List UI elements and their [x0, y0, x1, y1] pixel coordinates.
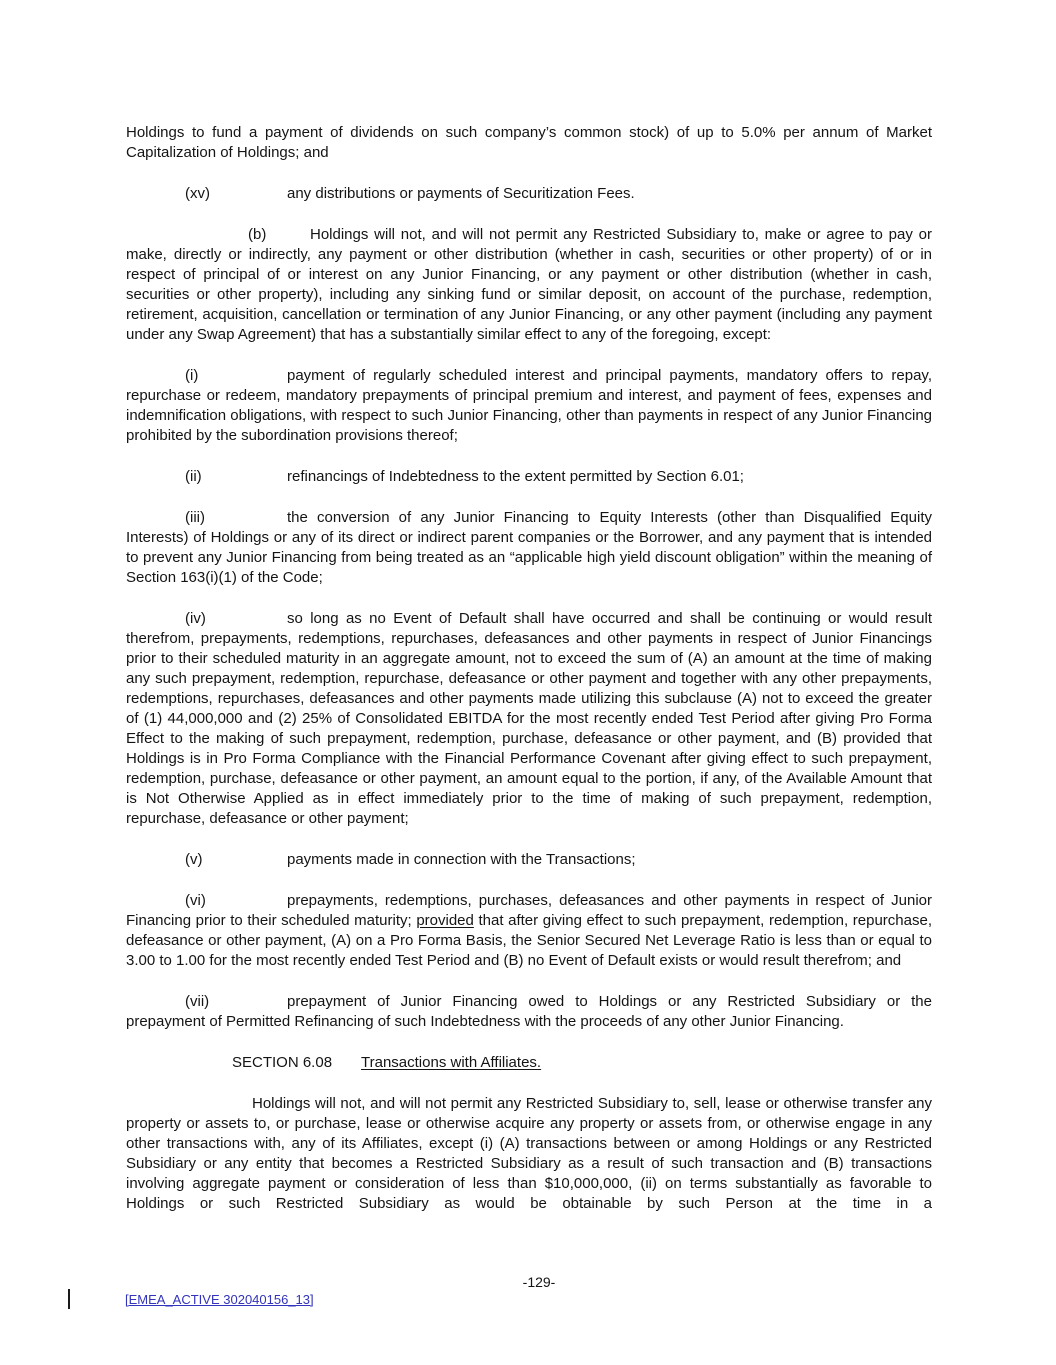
paragraph-text: prepayment of Junior Financing owed to Holdings or any Restricted Subsidiary or the prepayment of Permitted Refinancing of such Indebtedness with the proceeds of any other Junior Financing. [126, 993, 932, 1030]
list-item-vii [126, 992, 932, 1032]
page-number: -129- [522, 1274, 556, 1290]
list-item-i [126, 366, 932, 446]
list-item-xv [126, 184, 932, 204]
list-item-v [126, 850, 932, 870]
underlined-term: provided [416, 912, 474, 929]
section-number: SECTION 6.08 [232, 1054, 333, 1071]
list-item-label: (vii) [185, 993, 210, 1010]
list-item-label: (i) [185, 367, 199, 384]
document-body [126, 123, 932, 1235]
paragraph-text: any distributions or payments of Securitization Fees. [287, 185, 635, 202]
paragraph-continuation [126, 123, 932, 163]
paragraph-text: that after giving effect to such prepayment, redemption, repurchase, defeasance or other payment, (A) on a Pro Forma Basis, the Senior Secured Net Leverage Ratio is less than or equal to 3.00 to 1.00 for the most recently ended Test Period and (B) no Event of Default exists or would result therefrom; and [126, 912, 932, 969]
list-item-iv [126, 609, 932, 829]
paragraph-text: prepayments, redemptions, purchases, defeasances and other payments in respect of Junior Financing prior to their scheduled maturity; [126, 892, 932, 929]
paragraph-text: Holdings to fund a payment of dividends on such company’s common stock) of up to 5.0% per annum of Market Capitalization of Holdings; and [126, 124, 932, 161]
paragraph-b [126, 225, 932, 345]
section-heading [126, 1053, 932, 1073]
paragraph-text: payment of regularly scheduled interest and principal payments, mandatory offers to repay, repurchase or redeem, mandatory prepayments of principal premium and interest, and payment of fees, expenses and indemnification obligations, with respect to such Junior Financing, other than payments in respect of any Junior Financing prohibited by the subordination provisions thereof; [126, 367, 932, 444]
list-item-label: (v) [185, 851, 203, 868]
list-item-iii [126, 508, 932, 588]
list-item-label: (iii) [185, 509, 205, 526]
paragraph-text: Holdings will not, and will not permit any Restricted Subsidiary to, make or agree to pay or make, directly or indirectly, any payment or other distribution (whether in cash, securities or other property) of or in respect of principal of or interest on any Junior Financing, or any payment or other distribution (whether in cash, securities or other property), including any sinking fund or similar deposit, on account of the purchase, redemption, retirement, acquisition, cancellation or termination of any Junior Financing, or any other payment (including any payment under any Swap Agreement) that has a substantially similar effect to any of the foregoing, except: [126, 226, 932, 343]
paragraph-text: refinancings of Indebtedness to the extent permitted by Section 6.01; [287, 468, 744, 485]
list-item-label: (xv) [185, 185, 210, 202]
list-item-label: (b) [248, 226, 267, 243]
doc-id-link[interactable]: [EMEA_ACTIVE 302040156_13] [125, 1292, 314, 1307]
list-item-label: (ii) [185, 468, 202, 485]
list-item-label: (iv) [185, 610, 206, 627]
list-item-ii [126, 467, 932, 487]
paragraph-final [126, 1094, 932, 1214]
paragraph-text: the conversion of any Junior Financing to Equity Interests (other than Disqualified Equity Interests) of Holdings or any of its direct or indirect parent companies or the Borrower, and any payment that is intended to prevent any Junior Financing from being treated as an “applicable high yield discount obligation” within the meaning of Section 163(i)(1) of the Code; [126, 509, 932, 586]
paragraph-text: so long as no Event of Default shall have occurred and shall be continuing or would result therefrom, prepayments, redemptions, repurchases, defeasances and other payments in respect of Junior Financings prior to their scheduled maturity in an aggregate amount, not to exceed the sum of (A) an amount at the time of making any such prepayment, redemption, repurchase, defeasance or other payment and together with any other prepayments, redemptions, repurchases, defeasances and other payments made utilizing this subclause (A) not to exceed the greater of (1) 44,000,000 and (2) 25% of Consolidated EBITDA for the most recently ended Test Period after giving Pro Forma Effect to the making of such prepayment, redemption, purchase, defeasance or other payment, and (B) provided that Holdings is in Pro Forma Compliance with the Financial Performance Covenant after giving effect to such prepayment, redemption, purchase, defeasance or other payment, an amount equal to the portion, if any, of the Available Amount that is Not Otherwise Applied as in effect immediately prior to the time of making of such prepayment, redemption, repurchase, defeasance or other payment; [126, 610, 932, 827]
revision-change-bar [68, 1289, 70, 1309]
list-item-vi [126, 891, 932, 971]
section-title: Transactions with Affiliates. [361, 1054, 542, 1071]
list-item-label: (vi) [185, 892, 206, 909]
paragraph-text: Holdings will not, and will not permit any Restricted Subsidiary to, sell, lease or otherwise transfer any property or assets to, or purchase, lease or otherwise acquire any property or assets from, or otherwise engage in any other transactions with, any of its Affiliates, except (i) (A) transactions between or among Holdings or any Restricted Subsidiary or any entity that becomes a Restricted Subsidiary as a result of such transaction and (B) transactions involving aggregate payment or consideration of less than $10,000,000, (ii) on terms substantially as favorable to Holdings or such Restricted Subsidiary as would be obtainable by such Person at the time in a [126, 1095, 932, 1212]
paragraph-text: payments made in connection with the Transactions; [287, 851, 636, 868]
